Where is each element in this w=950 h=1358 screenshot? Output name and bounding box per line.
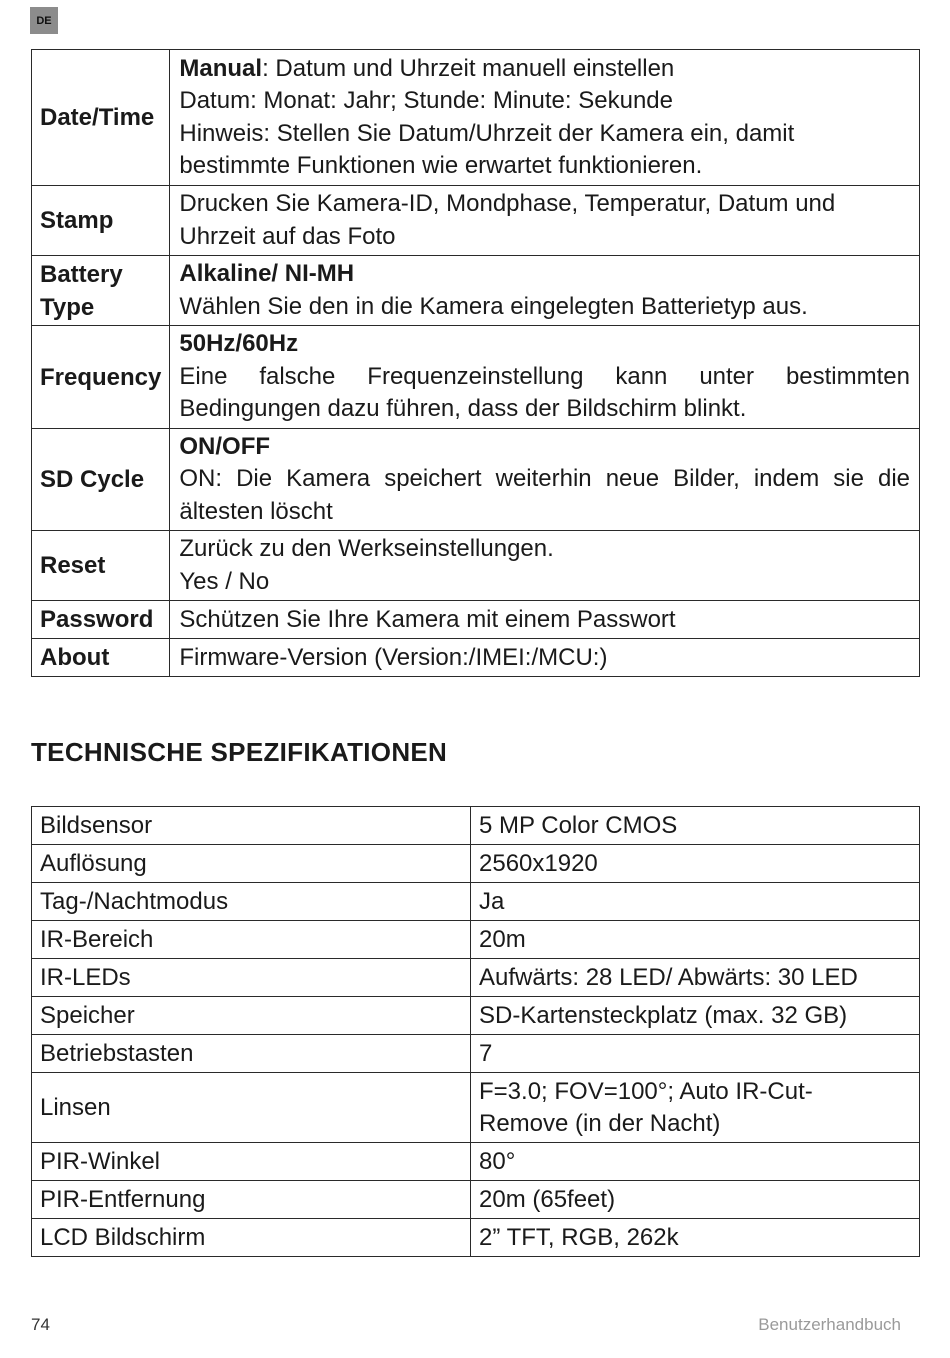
table-row <box>32 50 920 186</box>
spec-value: Ja <box>471 883 920 921</box>
spec-value: 20m (65feet) <box>471 1181 920 1219</box>
setting-description: Alkaline/ NI-MH Wählen Sie den in die Kamera eingelegten Batterietyp aus. <box>170 256 920 326</box>
table-row <box>32 997 920 1035</box>
table-row <box>32 959 920 997</box>
table-row <box>32 256 920 326</box>
table-row <box>32 186 920 256</box>
spec-value: F=3.0; FOV=100°; Auto IR-Cut-Remove (in der Nacht) <box>471 1073 920 1143</box>
spec-key: Betriebstasten <box>32 1035 471 1073</box>
specs-table <box>31 806 920 1257</box>
spec-key: LCD Bildschirm <box>32 1219 471 1257</box>
page-number: 74 <box>31 1315 50 1334</box>
section-title: TECHNISCHE SPEZIFIKATIONEN <box>31 737 448 767</box>
setting-label: Date/Time <box>32 50 170 186</box>
setting-label: Stamp <box>32 186 170 256</box>
setting-description: Manual: Datum und Uhrzeit manuell einstellen Datum: Monat: Jahr; Stunde: Minute: Sekunde Hinweis: Stellen Sie Datum/Uhrzeit der Kamera ein, damit bestimmte Funktionen wie erwartet funktionieren. <box>170 50 920 186</box>
table-row <box>32 601 920 639</box>
spec-key: PIR-Entfernung <box>32 1181 471 1219</box>
table-row <box>32 1219 920 1257</box>
setting-description: Schützen Sie Ihre Kamera mit einem Passwort <box>170 601 920 639</box>
setting-description: 50Hz/60Hz Eine falsche Frequenzeinstellung kann unter bestimmten Bedingungen dazu führen, dass der Bildschirm blinkt. <box>170 326 920 429</box>
setting-label: Frequency <box>32 326 170 429</box>
table-row <box>32 1181 920 1219</box>
setting-description: Firmware-Version (Version:/IMEI:/MCU:) <box>170 639 920 677</box>
table-row <box>32 1143 920 1181</box>
spec-key: Speicher <box>32 997 471 1035</box>
setting-description: ON/OFF ON: Die Kamera speichert weiterhin neue Bilder, indem sie die ältesten löscht <box>170 429 920 531</box>
spec-value: 2” TFT, RGB, 262k <box>471 1219 920 1257</box>
spec-key: Auflösung <box>32 845 471 883</box>
spec-key: Linsen <box>32 1073 471 1143</box>
spec-value: 20m <box>471 921 920 959</box>
spec-key: PIR-Winkel <box>32 1143 471 1181</box>
spec-key: Bildsensor <box>32 807 471 845</box>
spec-value: Aufwärts: 28 LED/ Abwärts: 30 LED <box>471 959 920 997</box>
setting-label: Reset <box>32 531 170 601</box>
table-row <box>32 531 920 601</box>
setting-label: Battery Type <box>32 256 170 326</box>
table-row <box>32 326 920 429</box>
spec-value: 80° <box>471 1143 920 1181</box>
table-row <box>32 639 920 677</box>
spec-key: Tag-/Nachtmodus <box>32 883 471 921</box>
footer-title: Benutzerhandbuch <box>758 1315 901 1334</box>
setting-label: About <box>32 639 170 677</box>
setting-label: SD Cycle <box>32 429 170 531</box>
table-row <box>32 1073 920 1143</box>
table-row <box>32 883 920 921</box>
table-row <box>32 807 920 845</box>
spec-value: SD-Kartensteckplatz (max. 32 GB) <box>471 997 920 1035</box>
table-row <box>32 921 920 959</box>
setting-description: Zurück zu den Werkseinstellungen. Yes / No <box>170 531 920 601</box>
spec-value: 7 <box>471 1035 920 1073</box>
spec-key: IR-Bereich <box>32 921 471 959</box>
table-row <box>32 845 920 883</box>
settings-table <box>31 49 920 677</box>
table-row <box>32 429 920 531</box>
spec-value: 5 MP Color CMOS <box>471 807 920 845</box>
setting-label: Password <box>32 601 170 639</box>
spec-value: 2560x1920 <box>471 845 920 883</box>
spec-key: IR-LEDs <box>32 959 471 997</box>
language-badge: DE <box>30 7 58 34</box>
setting-description: Drucken Sie Kamera-ID, Mondphase, Temperatur, Datum und Uhrzeit auf das Foto <box>170 186 920 256</box>
table-row <box>32 1035 920 1073</box>
